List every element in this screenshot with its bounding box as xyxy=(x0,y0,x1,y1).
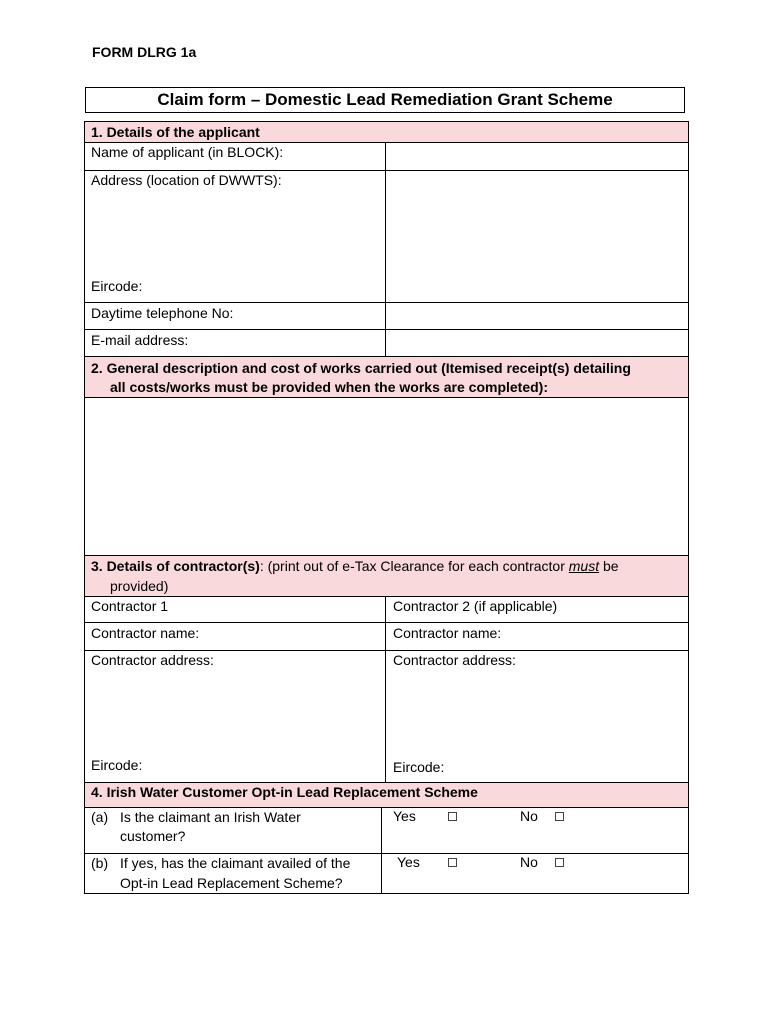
works-description-input[interactable] xyxy=(85,398,688,555)
section2-heading-line2: all costs/works must be provided when the works are completed): xyxy=(110,379,548,395)
question-a-yes-checkbox[interactable] xyxy=(448,812,457,821)
contractor2-eircode-label: Eircode: xyxy=(393,759,445,775)
question-a-yes-label: Yes xyxy=(393,808,416,824)
question-a-marker: (a) xyxy=(91,809,109,825)
question-a-line2: customer? xyxy=(120,828,186,844)
form-code: FORM DLRG 1a xyxy=(92,44,197,60)
question-a-line1: Is the claimant an Irish Water xyxy=(120,809,301,825)
column-divider xyxy=(385,596,386,782)
rule xyxy=(84,356,689,357)
section3-heading-rest-a: : (print out of e-Tax Clearance for each contractor xyxy=(259,558,569,574)
section3-heading-must: must xyxy=(568,558,600,574)
contractor2-name-label: Contractor name: xyxy=(393,625,502,641)
contractor1-eircode-label: Eircode: xyxy=(91,757,143,773)
table-border-right xyxy=(688,121,689,894)
rule xyxy=(84,893,689,894)
question-b-yes-label: Yes xyxy=(397,854,420,870)
question-a-no-checkbox[interactable] xyxy=(555,812,564,821)
applicant-address-label: Address (location of DWWTS): xyxy=(91,172,282,188)
section3-heading-line2: provided) xyxy=(110,578,169,594)
question-b-line2: Opt-in Lead Replacement Scheme? xyxy=(120,875,343,891)
question-a-no-label: No xyxy=(520,808,538,824)
contractor1-name-label: Contractor name: xyxy=(91,625,200,641)
section3-heading-bold: 3. Details of contractor(s) xyxy=(91,558,260,574)
applicant-email-input[interactable] xyxy=(386,330,688,356)
rule xyxy=(84,596,689,597)
applicant-eircode-label: Eircode: xyxy=(91,278,143,294)
applicant-name-label: Name of applicant (in BLOCK): xyxy=(91,144,284,160)
section4-heading: 4. Irish Water Customer Opt-in Lead Replacement Scheme xyxy=(91,784,478,800)
applicant-address-input[interactable] xyxy=(386,171,688,302)
section3-heading xyxy=(91,556,619,576)
section3-heading-rest-b: be xyxy=(599,558,619,574)
section2-heading-line1: 2. General description and cost of works carried out (Itemised receipt(s) detailing xyxy=(91,360,631,376)
form-title: Claim form – Domestic Lead Remediation Grant Scheme xyxy=(85,87,685,113)
contractor1-label: Contractor 1 xyxy=(91,598,169,614)
contractor2-label: Contractor 2 (if applicable) xyxy=(393,598,558,614)
question-b-marker: (b) xyxy=(91,855,109,871)
applicant-name-input[interactable] xyxy=(386,143,688,170)
section1-heading: 1. Details of the applicant xyxy=(91,124,260,140)
question-b-no-label: No xyxy=(520,854,538,870)
applicant-email-label: E-mail address: xyxy=(91,332,189,348)
question-b-yes-checkbox[interactable] xyxy=(448,858,457,867)
applicant-phone-input[interactable] xyxy=(386,303,688,329)
contractor2-address-label: Contractor address: xyxy=(393,652,516,668)
question-b-no-checkbox[interactable] xyxy=(555,858,564,867)
question-b-line1: If yes, has the claimant availed of the xyxy=(120,855,351,871)
contractor1-address-label: Contractor address: xyxy=(91,652,214,668)
applicant-phone-label: Daytime telephone No: xyxy=(91,305,234,321)
column-divider xyxy=(381,807,382,893)
